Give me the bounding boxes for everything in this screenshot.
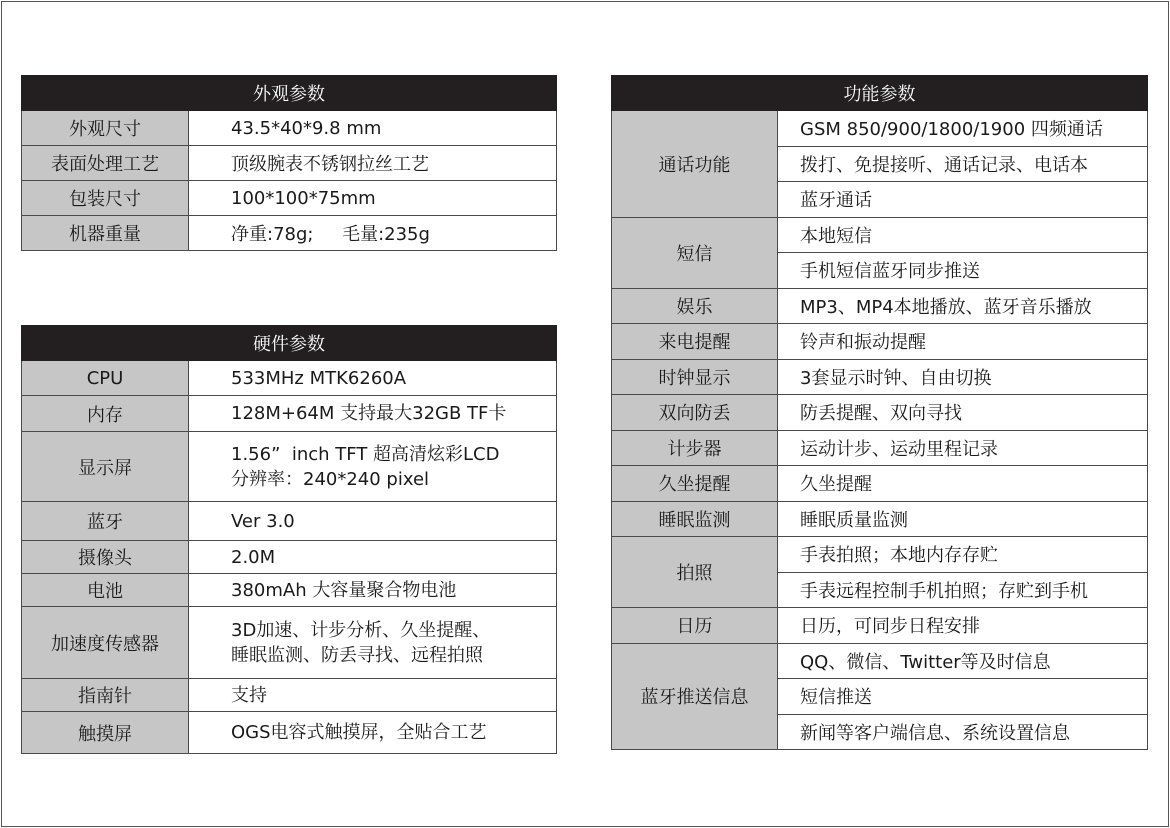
spec-label: 触摸屏: [22, 712, 189, 754]
spec-value-line: 分辨率：240*240 pixel: [231, 468, 430, 490]
table-row: [612, 608, 1148, 644]
table-row: [612, 324, 1148, 360]
spec-label: 显示屏: [22, 432, 189, 502]
spec-label: 外观尺寸: [22, 111, 189, 146]
spec-value: 43.5*40*9.8 mm: [189, 111, 557, 146]
table-row: [612, 217, 1148, 253]
spec-label: 加速度传感器: [22, 607, 189, 679]
spec-value: 顶级腕表不锈钢拉丝工艺: [189, 146, 557, 181]
appearance-table-title: 外观参数: [22, 76, 557, 111]
feature-value: 短信推送: [778, 679, 1148, 715]
spec-label: 机器重量: [22, 216, 189, 251]
function-table-title: 功能参数: [612, 76, 1148, 111]
spec-label: 包装尺寸: [22, 181, 189, 216]
feature-label: 睡眠监测: [612, 501, 778, 537]
feature-value: 手机短信蓝牙同步推送: [778, 253, 1148, 289]
feature-label: 短信: [612, 217, 778, 288]
feature-value: 睡眠质量监测: [778, 501, 1148, 537]
spec-value: [189, 432, 557, 502]
table-row: [612, 501, 1148, 537]
spec-value: 533MHz MTK6260A: [189, 361, 557, 396]
feature-value: 手表拍照；本地内存存贮: [778, 537, 1148, 573]
table-row: [22, 712, 557, 754]
table-row: [612, 643, 1148, 679]
table-row: [22, 361, 557, 396]
spec-value: 支持: [189, 679, 557, 712]
feature-value: MP3、MP4本地播放、蓝牙音乐播放: [778, 288, 1148, 324]
spec-label: 蓝牙: [22, 502, 189, 541]
spec-value: 净重:78g; 毛量:235g: [189, 216, 557, 251]
spec-label: CPU: [22, 361, 189, 396]
spec-value: 128M+64M 支持最大32GB TF卡: [189, 396, 557, 432]
table-row: [22, 146, 557, 181]
spec-value: 100*100*75mm: [189, 181, 557, 216]
feature-value: 3套显示时钟、自由切换: [778, 359, 1148, 395]
feature-value: 拨打、免提接听、通话记录、电话本: [778, 146, 1148, 182]
table-row: [612, 537, 1148, 573]
function-spec-table: [611, 75, 1148, 750]
spec-label: 表面处理工艺: [22, 146, 189, 181]
spec-value: 2.0M: [189, 541, 557, 574]
appearance-spec-table: [21, 75, 557, 251]
table-row: [22, 432, 557, 502]
feature-value: 防丢提醒、双向寻找: [778, 395, 1148, 431]
spec-value: OGS电容式触摸屏，全贴合工艺: [189, 712, 557, 754]
feature-label: 计步器: [612, 430, 778, 466]
feature-value: 铃声和振动提醒: [778, 324, 1148, 360]
spec-label: 电池: [22, 574, 189, 607]
feature-label: 蓝牙推送信息: [612, 643, 778, 750]
spec-value: [189, 607, 557, 679]
feature-label: 通话功能: [612, 111, 778, 218]
table-row: [22, 541, 557, 574]
feature-label: 时钟显示: [612, 359, 778, 395]
table-row: [22, 396, 557, 432]
feature-value: 本地短信: [778, 217, 1148, 253]
table-row: [22, 111, 557, 146]
table-row: [22, 181, 557, 216]
feature-label: 日历: [612, 608, 778, 644]
table-row: [22, 679, 557, 712]
spec-label: 内存: [22, 396, 189, 432]
table-row: [22, 502, 557, 541]
feature-value: 手表远程控制手机拍照；存贮到手机: [778, 572, 1148, 608]
spec-label: 摄像头: [22, 541, 189, 574]
table-row: [612, 466, 1148, 502]
table-row: [22, 607, 557, 679]
spec-value-line: 1.56” inch TFT 超高清炫彩LCD: [231, 443, 500, 465]
table-row: [612, 111, 1148, 147]
hardware-table-title: 硬件参数: [22, 326, 557, 361]
spec-value: Ver 3.0: [189, 502, 557, 541]
feature-value: 新闻等客户端信息、系统设置信息: [778, 714, 1148, 750]
feature-value: QQ、微信、Twitter等及时信息: [778, 643, 1148, 679]
spec-value: 380mAh 大容量聚合物电池: [189, 574, 557, 607]
spec-value-line: 睡眠监测、防丢寻找、远程拍照: [231, 644, 483, 666]
table-row: [22, 216, 557, 251]
table-row: [22, 574, 557, 607]
table-row: [612, 395, 1148, 431]
feature-value: 运动计步、运动里程记录: [778, 430, 1148, 466]
feature-label: 久坐提醒: [612, 466, 778, 502]
feature-value: 久坐提醒: [778, 466, 1148, 502]
table-row: [612, 359, 1148, 395]
spec-value-line: 3D加速、计步分析、久坐提醒、: [231, 619, 491, 641]
feature-label: 娱乐: [612, 288, 778, 324]
feature-value: 蓝牙通话: [778, 182, 1148, 218]
feature-label: 拍照: [612, 537, 778, 608]
table-row: [612, 288, 1148, 324]
table-row: [612, 430, 1148, 466]
hardware-spec-table: [21, 325, 557, 754]
feature-value: 日历，可同步日程安排: [778, 608, 1148, 644]
feature-label: 双向防丢: [612, 395, 778, 431]
spec-label: 指南针: [22, 679, 189, 712]
feature-label: 来电提醒: [612, 324, 778, 360]
feature-value: GSM 850/900/1800/1900 四频通话: [778, 111, 1148, 147]
